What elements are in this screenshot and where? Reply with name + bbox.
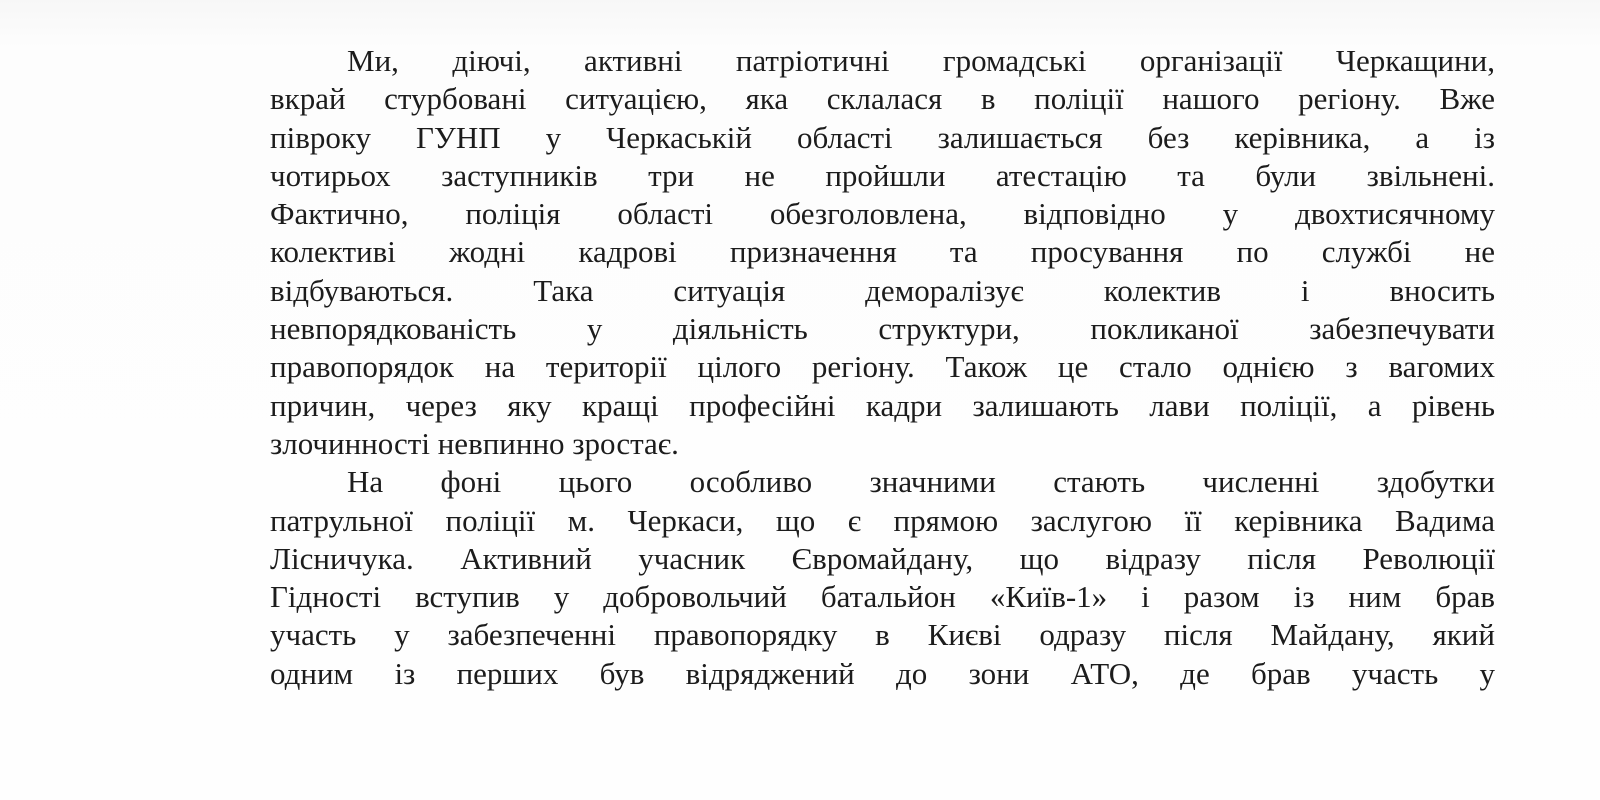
text-line: участь у забезпеченні правопорядку в Києві одразу після Майдану, який — [270, 617, 1495, 653]
document-body — [270, 42, 1495, 800]
text-line: злочинності невпинно зростає. — [270, 425, 679, 461]
text-line: чотирьох заступників три не пройшли атестацію та були звільнені. — [270, 157, 1495, 193]
paragraph-2 — [270, 463, 1495, 693]
text-line: Фактично, поліція області обезголовлена, відповідно у двохтисячному — [270, 196, 1495, 232]
text-line: Ми, діючі, активні патріотичні громадські організації Черкащини, — [347, 43, 1495, 78]
text-line: невпорядкованість у діяльність структури, покликаної забезпечувати — [270, 311, 1495, 347]
text-line: колективі жодні кадрові призначення та просування по службі не — [270, 234, 1495, 270]
paragraph-1 — [270, 42, 1495, 463]
text-line: вкрай стурбовані ситуацією, яка склалася в поліції нашого регіону. Вже — [270, 81, 1495, 117]
text-line: Лісничука. Активний учасник Євромайдану, що відразу після Революції — [270, 540, 1495, 576]
text-line: причин, через яку кращі професійні кадри залишають лави поліції, а рівень — [270, 387, 1495, 423]
text-line: відбуваються. Така ситуація деморалізує колектив і вносить — [270, 272, 1495, 308]
text-line: патрульної поліції м. Черкаси, що є прямою заслугою її керівника Вадима — [270, 502, 1495, 538]
text-line: На фоні цього особливо значними стають численні здобутки — [347, 464, 1495, 500]
text-line: одним із перших був відряджений до зони АТО, де брав участь у — [270, 655, 1495, 691]
text-line: правопорядок на території цілого регіону. Також це стало однією з вагомих — [270, 349, 1495, 385]
text-line: півроку ГУНП у Черкаській області залишається без керівника, а із — [270, 119, 1495, 155]
text-line: Гідності вступив у добровольчий батальйон «Київ-1» і разом із ним брав — [270, 579, 1495, 615]
